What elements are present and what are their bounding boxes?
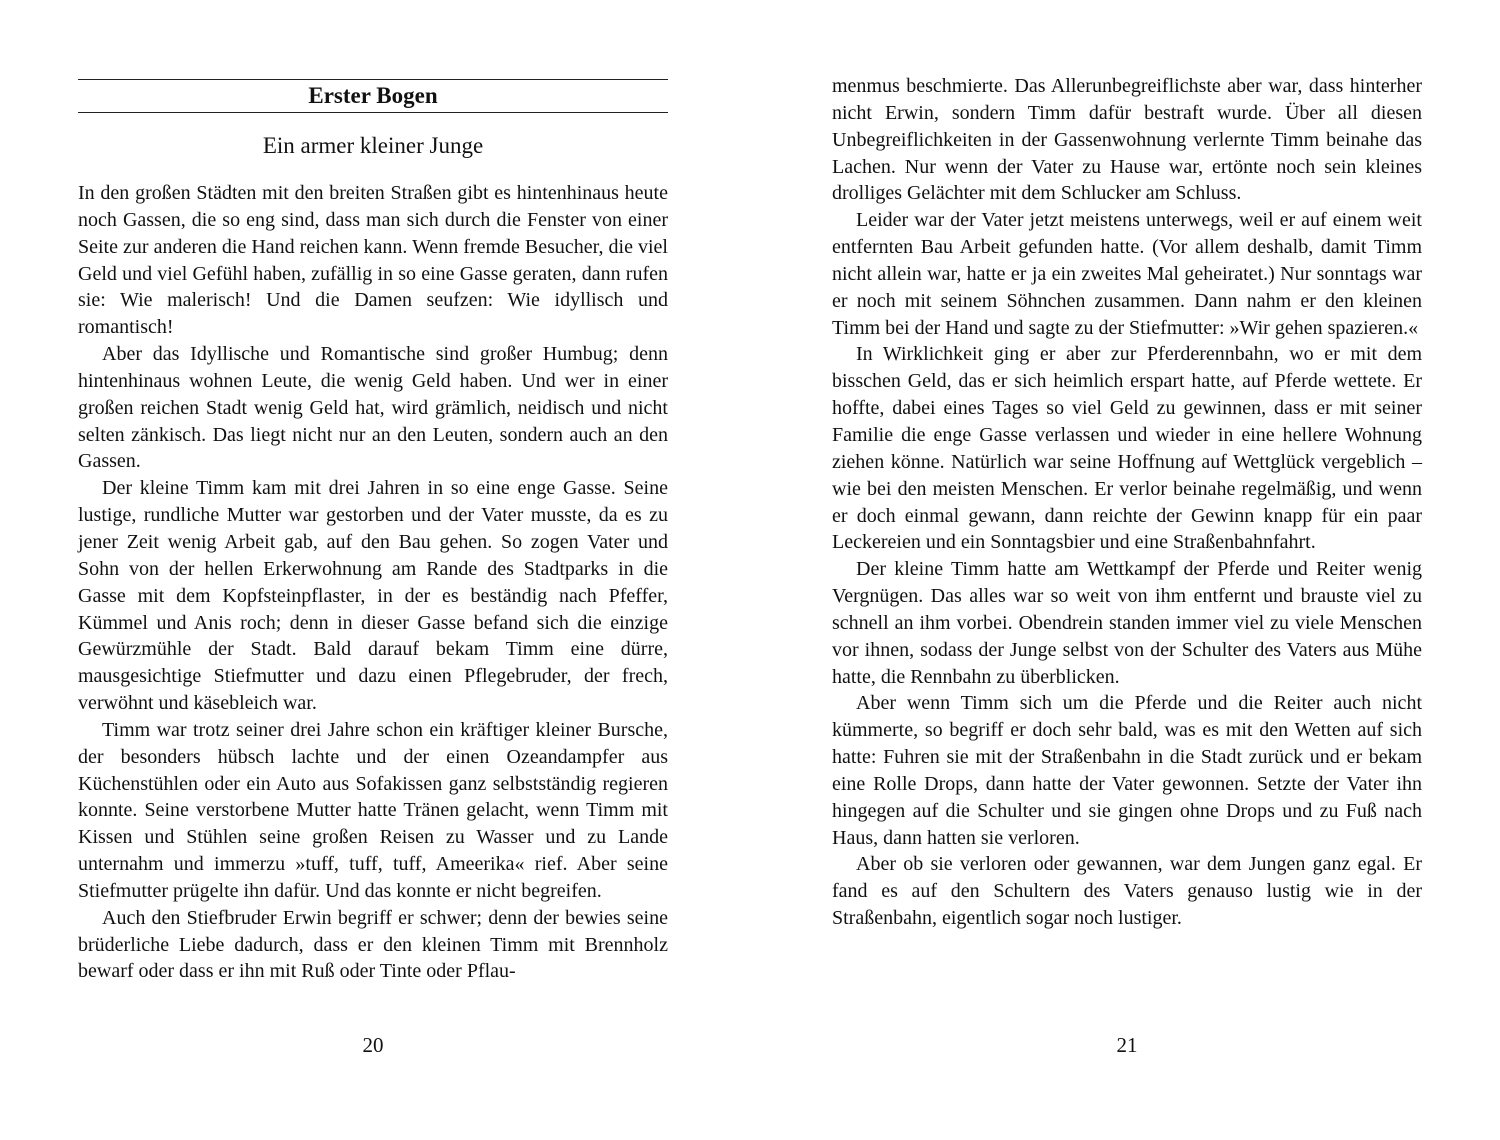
paragraph: Timm war trotz seiner drei Jahre schon ein kräftiger kleiner Bursche, der besonders hübsch lachte und der einen Ozeandampfer aus Küchenstühlen oder ein Auto aus Sofakissen ganz selbstständig regieren konnte. Seine verstorbene Mutter hatte Tränen gelacht, wenn Timm mit Kissen und Stühlen seine großen Reisen zu Wasser und zu Lande unternahm und immerzu »tuff, tuff, tuff, Ameerika« rief. Aber seine Stiefmutter prügelte ihn dafür. Und das konnte er nicht begreifen.	[78, 718, 668, 902]
paragraph: Der kleine Timm kam mit drei Jahren in so eine enge Gasse. Seine lustige, rundliche Mutter war gestorben und der Vater musste, da es zu jener Zeit wenig Arbeit gab, auf den Bau gehen. So zogen Vater und Sohn von der hellen Erkerwohnung am Rande des Stadtparks in die Gasse mit dem Kopfsteinpflaster, in der es beständig nach Pfeffer, Kümmel und Anis roch; denn in dieser Gasse befand sich die einzige Gewürzmühle der Stadt. Bald darauf bekam Timm eine dürre, mausgesichtige Stiefmutter und dazu einen Pflegebruder, der frech, verwöhnt und käsebleich war.	[78, 477, 668, 715]
page-number: 20	[362, 1033, 384, 1057]
paragraph: menmus beschmierte. Das Allerunbegreiflichste aber war, dass hinterher nicht Erwin, sondern Timm dafür bestraft wurde. Über all diesen Unbegreiflichkeiten in der Gassenwohnung verlernte Timm beinahe das Lachen. Nur wenn der Vater zu Hause war, ertönte noch sein kleines drolliges Gelächter mit dem Schlucker am Schluss.	[832, 75, 1422, 205]
paragraph: Leider war der Vater jetzt meistens unterwegs, weil er auf einem weit entfernten Bau Arbeit gefunden hatte. (Vor allem deshalb, damit Timm nicht allein war, hatte er ja ein zweites Mal geheiratet.) Nur sonntags war er noch mit seinem Söhnchen zusammen. Dann nahm er den kleinen Timm bei der Hand und sagte zu der Stiefmutter: »Wir gehen spazieren.«	[832, 209, 1422, 339]
paragraph: In den großen Städten mit den breiten Straßen gibt es hintenhinaus heute noch Gassen, die so eng sind, dass man sich durch die Fenster von einer Seite zur anderen die Hand reichen kann. Wenn fremde Besucher, die viel Geld und viel Gefühl haben, zufällig in so eine Gasse geraten, dann rufen sie: Wie malerisch! Und die Damen seufzen: Wie idyllisch und romantisch!	[78, 182, 668, 339]
right-page-body	[832, 73, 1422, 932]
paragraph: Auch den Stiefbruder Erwin begriff er schwer; denn der bewies seine brüderliche Liebe dadurch, dass er den kleinen Timm mit Brennholz bewarf oder dass er ihn mit Ruß oder Tinte oder Pflau-	[78, 906, 668, 983]
chapter-bottom-rule	[78, 112, 668, 113]
left-page	[78, 0, 668, 1140]
right-page	[832, 0, 1422, 1140]
page-number: 21	[1116, 1033, 1138, 1057]
paragraph: Der kleine Timm hatte am Wettkampf der Pferde und Reiter wenig Vergnügen. Das alles war so weit von ihm entfernt und brauste viel zu schnell an ihm vorbei. Obendrein standen immer viel zu viele Menschen vor ihnen, sodass der Junge selbst von der Schulter des Vaters aus Mühe hatte, die Rennbahn zu überblicken.	[832, 558, 1422, 688]
chapter-subtitle: Ein armer kleiner Junge	[262, 133, 484, 158]
left-page-body	[78, 180, 668, 985]
chapter-top-rule	[78, 79, 668, 80]
paragraph: Aber das Idyllische und Romantische sind großer Humbug; denn hintenhinaus wohnen Leute, die wenig Geld haben. Und wer in einer großen reichen Stadt wenig Geld hat, wird grämlich, neidisch und nicht selten zänkisch. Das liegt nicht nur an den Leuten, sondern auch an den Gassen.	[78, 343, 668, 473]
paragraph: Aber wenn Timm sich um die Pferde und die Reiter auch nicht kümmerte, so begriff er doch sehr bald, was es mit den Wetten auf sich hatte: Fuhren sie mit der Straßenbahn in die Stadt zurück und er bekam eine Rolle Drops, dann hatte der Vater gewonnen. Setzte der Vater ihn hingegen auf die Schulter und sie gingen ohne Drops und zu Fuß nach Haus, dann hatten sie verloren.	[832, 692, 1422, 849]
paragraph: Aber ob sie verloren oder gewannen, war dem Jungen ganz egal. Er fand es auf den Schultern des Vaters genauso lustig wie in der Straßenbahn, eigentlich sogar noch lustiger.	[832, 853, 1422, 930]
paragraph: In Wirklichkeit ging er aber zur Pferderennbahn, wo er mit dem bisschen Geld, das er sich heimlich erspart hatte, auf Pferde wettete. Er hoffte, dabei eines Tages so viel Geld zu gewinnen, dass er mit seiner Familie die enge Gasse verlassen und wieder in eine hellere Wohnung ziehen könne. Natürlich war seine Hoffnung auf Wettglück vergeblich – wie bei den meisten Menschen. Er verlor beinahe regelmäßig, und wenn er doch einmal gewann, dann reichte der Gewinn knapp für ein paar Leckereien und ein Sonntagsbier und eine Straßenbahnfahrt.	[832, 343, 1422, 554]
chapter-heading: Erster Bogen	[308, 83, 438, 108]
